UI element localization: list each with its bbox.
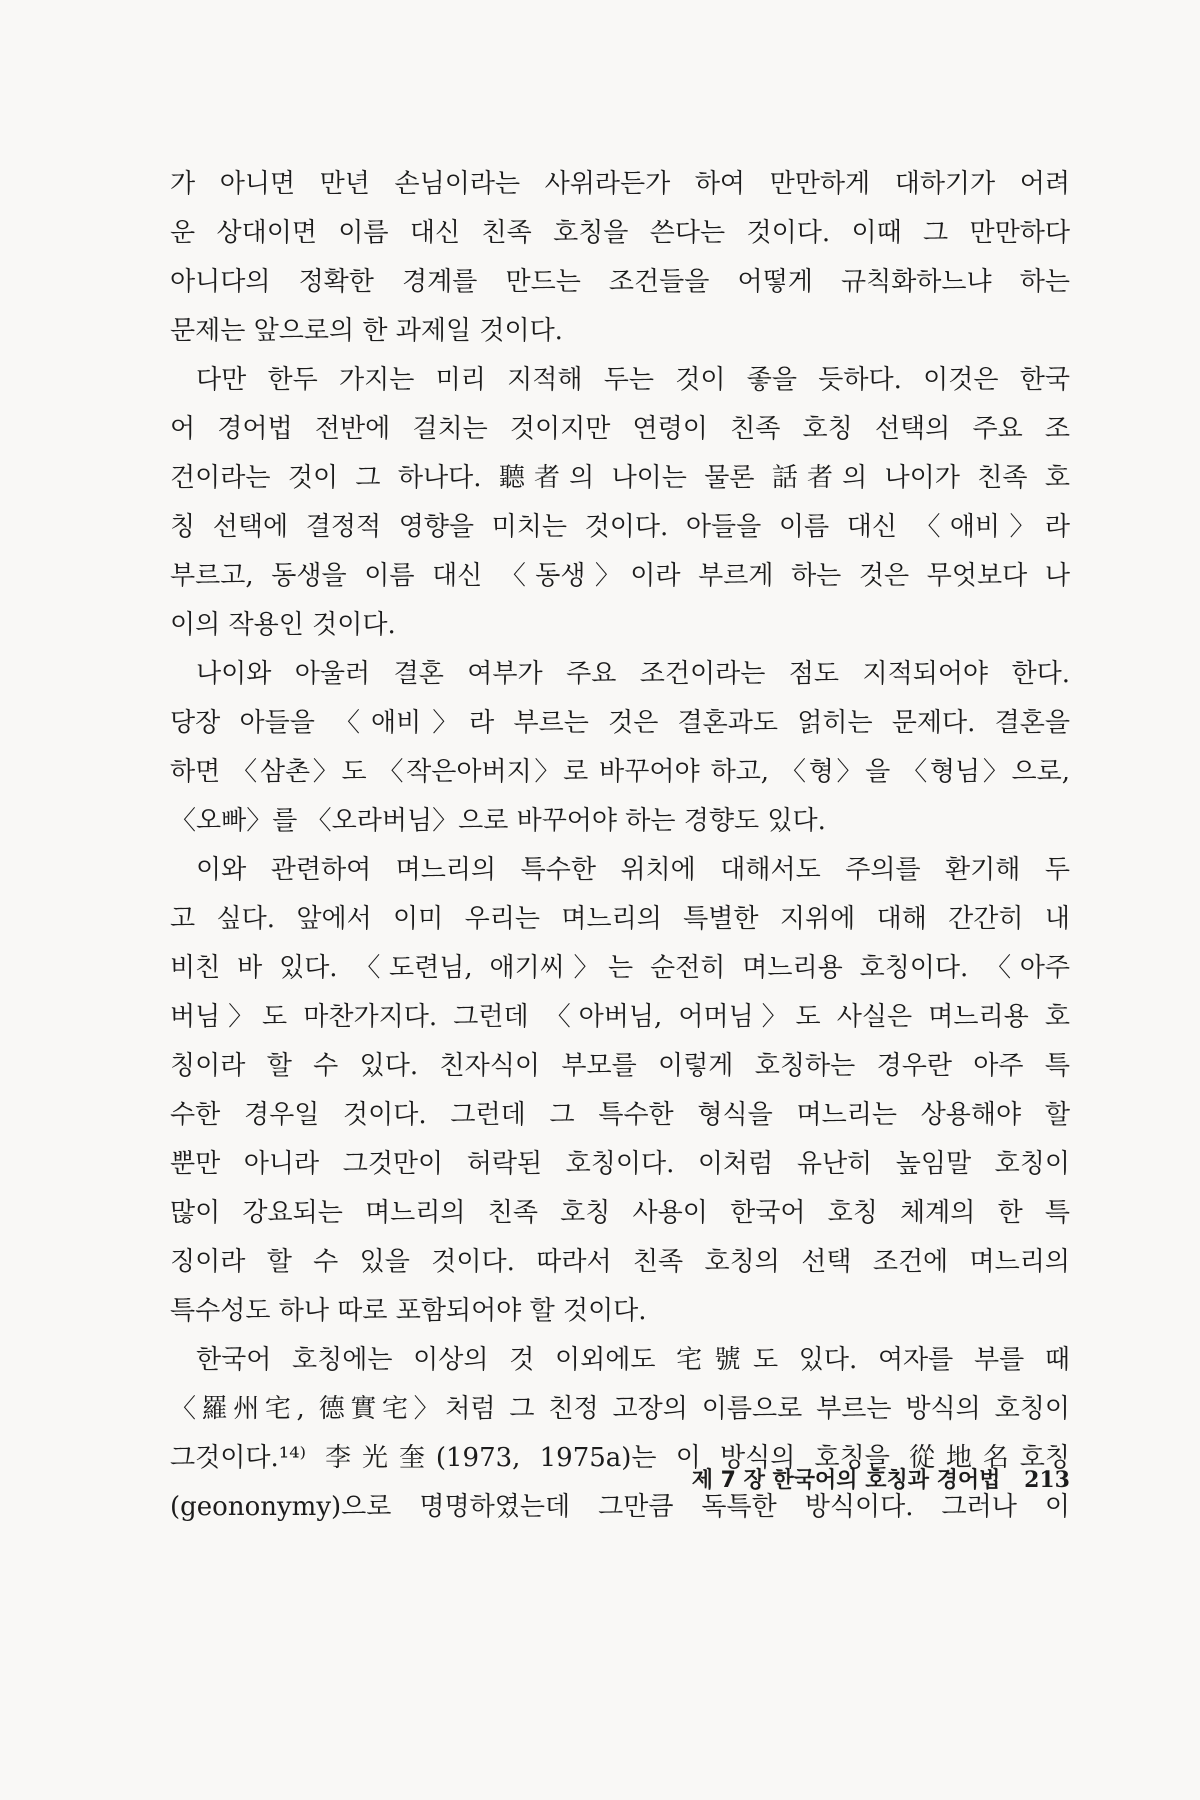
body-text <box>170 160 1070 1532</box>
running-footer-chapter: 제 7 장 한국어의 호칭과 경어법 <box>691 1468 1001 1493</box>
text-line: 한국어 호칭에는 이상의 것 이외에도 宅號도 있다. 여자를 부를 때 <box>196 1345 1070 1375</box>
text-line: 부르고, 동생을 이름 대신 〈동생〉이라 부르게 하는 것은 무엇보다 나 <box>170 561 1070 591</box>
text-line: 당장 아들을 〈애비〉라 부르는 것은 결혼과도 얽히는 문제다. 결혼을 <box>170 708 1070 738</box>
page-number: 213 <box>1024 1467 1070 1493</box>
text-line: 〈오빠〉를 〈오라버님〉으로 바꾸어야 하는 경향도 있다. <box>170 806 826 836</box>
text-line: 칭이라 할 수 있다. 친자식이 부모를 이렇게 호칭하는 경우란 아주 특 <box>170 1051 1070 1081</box>
text-line: 문제는 앞으로의 한 과제일 것이다. <box>170 316 563 346</box>
text-line: 〈羅州宅, 德實宅〉처럼 그 친정 고장의 이름으로 부르는 방식의 호칭이 <box>170 1394 1070 1424</box>
page-footer <box>620 1460 1070 1500</box>
text-line: 고 싶다. 앞에서 이미 우리는 며느리의 특별한 지위에 대해 간간히 내 <box>170 904 1070 934</box>
text-line: 특수성도 하나 따로 포함되어야 할 것이다. <box>170 1296 647 1326</box>
text-line: 어 경어법 전반에 걸치는 것이지만 연령이 친족 호칭 선택의 주요 조 <box>170 414 1070 444</box>
text-line: (geononymy)으로 명명하였는데 그만큼 독특한 방식이다. 그러나 이 <box>170 1492 1070 1522</box>
text-line: 비친 바 있다. 〈도련님, 애기씨〉는 순전히 며느리용 호칭이다. 〈아주 <box>170 953 1070 983</box>
text-line: 많이 강요되는 며느리의 친족 호칭 사용이 한국어 호칭 체계의 한 특 <box>170 1198 1070 1228</box>
text-line: 뿐만 아니라 그것만이 허락된 호칭이다. 이처럼 유난히 높임말 호칭이 <box>170 1149 1070 1179</box>
text-line: 이와 관련하여 며느리의 특수한 위치에 대해서도 주의를 환기해 두 <box>196 855 1070 885</box>
text-line: 아니다의 정확한 경계를 만드는 조건들을 어떻게 규칙화하느냐 하는 <box>170 267 1070 297</box>
text-line: 버님〉도 마찬가지다. 그런데 〈아버님, 어머님〉도 사실은 며느리용 호 <box>170 1002 1070 1032</box>
text-line: 징이라 할 수 있을 것이다. 따라서 친족 호칭의 선택 조건에 며느리의 <box>170 1247 1070 1277</box>
text-line: 나이와 아울러 결혼 여부가 주요 조건이라는 점도 지적되어야 한다. <box>196 659 1070 689</box>
text-line: 운 상대이면 이름 대신 친족 호칭을 쓴다는 것이다. 이때 그 만만하다 <box>170 218 1070 248</box>
text-line: 이의 작용인 것이다. <box>170 610 396 640</box>
text-line: 가 아니면 만년 손님이라는 사위라든가 하여 만만하게 대하기가 어려 <box>170 169 1070 199</box>
text-line: 칭 선택에 결정적 영향을 미치는 것이다. 아들을 이름 대신 〈애비〉라 <box>170 512 1070 542</box>
text-line: 건이라는 것이 그 하나다. 聽者의 나이는 물론 話者의 나이가 친족 호 <box>170 463 1070 493</box>
text-line: 수한 경우일 것이다. 그런데 그 특수한 형식을 며느리는 상용해야 할 <box>170 1100 1070 1130</box>
text-line: 하면 〈삼촌〉도 〈작은아버지〉로 바꾸어야 하고, 〈형〉을 〈형님〉으로, <box>170 757 1070 787</box>
text-line: 그것이다.¹⁴⁾ 李光奎(1973, 1975a)는 이 방식의 호칭을 從地名호칭 <box>170 1443 1070 1473</box>
text-line: 다만 한두 가지는 미리 지적해 두는 것이 좋을 듯하다. 이것은 한국 <box>196 365 1070 395</box>
